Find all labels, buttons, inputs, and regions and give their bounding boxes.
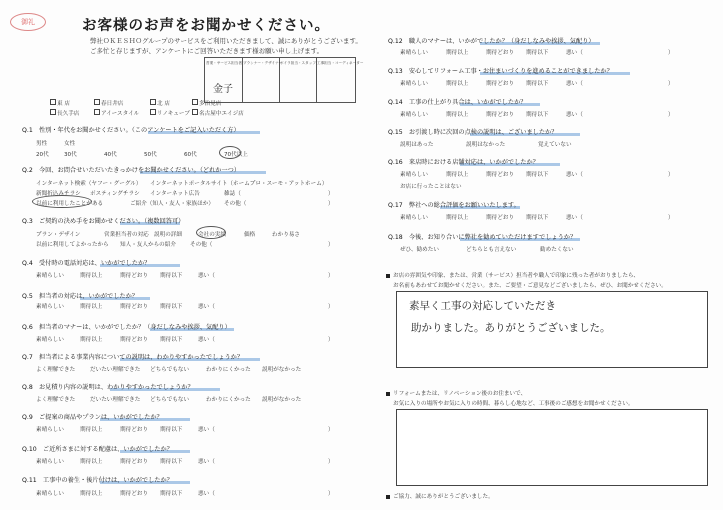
comment1-prompt-1: お店の雰囲気や印象、または、営業（サービス）担当者や職人で印象に残った者がおりましたら、 bbox=[386, 271, 639, 279]
q16-option-4[interactable]: 期待以下 bbox=[526, 172, 549, 178]
bullet-square-icon bbox=[386, 495, 390, 499]
selection-circle bbox=[32, 195, 92, 208]
q16-option-3[interactable]: 期待どおり bbox=[486, 172, 514, 178]
q12-option-5-close: ） bbox=[668, 50, 674, 56]
q3-option-other[interactable]: その他（ bbox=[190, 242, 213, 248]
page-title: お客様のお声をお聞かせください。 bbox=[82, 18, 330, 34]
q17-option-2[interactable]: 期待以上 bbox=[446, 215, 469, 221]
q4-option-4[interactable]: 期待以下 bbox=[160, 273, 183, 279]
q4-option-5-close: ） bbox=[328, 273, 334, 279]
q3-option-detail[interactable]: 説明の詳細 bbox=[154, 232, 182, 238]
checkbox-icon bbox=[150, 99, 156, 105]
store-option-2[interactable]: 春日井店 bbox=[94, 99, 123, 107]
q4-option-2[interactable]: 期待以上 bbox=[80, 273, 103, 279]
q8-option-3[interactable]: どちらでもない bbox=[150, 397, 190, 403]
q3-option-introduced[interactable]: 知人・友人からの紹介 bbox=[120, 242, 176, 248]
q8-option-1[interactable]: よく理解できた bbox=[36, 397, 76, 403]
q11-option-3[interactable]: 期待どおり bbox=[120, 491, 148, 497]
q9-label: Q.9 ご提案の商品やプランは、いかがでしたか？ bbox=[22, 414, 163, 421]
q2-option-used-before[interactable]: 以前に利用したことがある bbox=[36, 201, 104, 207]
q16-option-2[interactable]: 期待以上 bbox=[446, 172, 469, 178]
bullet-square-icon bbox=[386, 274, 390, 278]
q3-option-staff[interactable]: 営業担当者の対応 bbox=[104, 232, 149, 238]
q1-age-50s[interactable]: 50代 bbox=[144, 152, 157, 158]
q4-option-3[interactable]: 期待どおり bbox=[120, 273, 148, 279]
q10-option-5-close: ） bbox=[328, 459, 334, 465]
q15-option-1[interactable]: 説明はあった bbox=[400, 142, 434, 148]
q6-option-3[interactable]: 期待どおり bbox=[120, 337, 148, 343]
q2-option-other[interactable]: その他（ bbox=[224, 201, 247, 207]
staff-header-boiler: ボイラ担当・スタッフ bbox=[280, 61, 316, 65]
q18-label: Q.18 今後、お知り合いに弊社を勧めていただけますでしょうか？ bbox=[388, 234, 577, 241]
q4-label: Q.4 受付時の電話対応は、いかがでしたか？ bbox=[22, 260, 151, 267]
q16-option-5-close: ） bbox=[668, 172, 674, 178]
q1-gender-male[interactable]: 男性 bbox=[36, 141, 48, 147]
q16-label: Q.16 来店時における店舗対応は、いかがでしたか？ bbox=[388, 159, 539, 166]
q12-option-4[interactable]: 期待以下 bbox=[526, 50, 549, 56]
q1-age-40s[interactable]: 40代 bbox=[104, 152, 117, 158]
checkbox-icon bbox=[50, 99, 56, 105]
q8-label: Q.8 お見積り内容の説明は、わかりやすかったでしょうか？ bbox=[22, 384, 194, 391]
q6-label: Q.6 担当者のマナーは、いかがでしたか？（身だしなみや挨拶、気配り） bbox=[22, 324, 231, 331]
footer: ご協力、誠にありがとうございました。 bbox=[386, 492, 494, 500]
q10-option-3[interactable]: 期待どおり bbox=[120, 459, 148, 465]
checkbox-icon bbox=[192, 109, 198, 115]
q6-option-5-close: ） bbox=[328, 337, 334, 343]
q12-option-1[interactable]: 素晴らしい bbox=[400, 50, 428, 56]
q15-option-2[interactable]: 説明はなかった bbox=[466, 142, 506, 148]
q14-option-3[interactable]: 期待どおり bbox=[486, 112, 514, 118]
q4-option-1[interactable]: 素晴らしい bbox=[36, 273, 64, 279]
q2-option-magazine[interactable]: 雑誌（ bbox=[224, 191, 241, 197]
comment2-prompt-1: リフォームまたは、リノベーション後のお住まいで、 bbox=[386, 389, 526, 397]
staff-name-handwritten: 金子 bbox=[213, 84, 233, 95]
q11-option-4[interactable]: 期待以下 bbox=[160, 491, 183, 497]
q2-option-magazine-close: ） bbox=[328, 191, 334, 197]
checkbox-icon bbox=[94, 109, 100, 115]
q6-option-5[interactable]: 悪い（ bbox=[198, 337, 215, 343]
q9-option-1[interactable]: 素晴らしい bbox=[36, 427, 64, 433]
q13-label: Q.13 安心してリフォーム工事・お住まいづくりを進めることができましたか？ bbox=[388, 68, 613, 75]
q9-option-3[interactable]: 期待どおり bbox=[120, 427, 148, 433]
q9-option-2[interactable]: 期待以上 bbox=[80, 427, 103, 433]
q8-option-5[interactable]: 説明がなかった bbox=[262, 397, 302, 403]
q18-option-2[interactable]: どちらとも言えない bbox=[466, 247, 517, 253]
store-option-7[interactable]: リノキューブ bbox=[150, 109, 190, 117]
q1-age-30s[interactable]: 30代 bbox=[64, 152, 77, 158]
q3-option-other-close: ） bbox=[328, 242, 334, 248]
q6-option-2[interactable]: 期待以上 bbox=[80, 337, 103, 343]
comment1-box[interactable] bbox=[396, 291, 708, 368]
q4-option-5[interactable]: 悪い（ bbox=[198, 273, 215, 279]
staff-header-construction: 工事担当・コーディネーター bbox=[317, 61, 364, 65]
intro-line-2: ご多忙と存じますが、アンケートにご回答いただきます様お願い申し上げます。 bbox=[90, 47, 324, 55]
store-option-1[interactable]: 東 店 bbox=[50, 99, 70, 107]
q18-option-1[interactable]: ぜひ、勧めたい bbox=[400, 247, 439, 253]
q1-age-20s[interactable]: 20代 bbox=[36, 152, 49, 158]
q2-option-posting[interactable]: ポスティングチラシ bbox=[90, 191, 140, 197]
q8-option-2[interactable]: だいたい理解できた bbox=[90, 397, 141, 403]
q16-option-5[interactable]: 悪い（ bbox=[566, 172, 583, 178]
store-option-8[interactable]: 名古屋中エイジ店 bbox=[192, 109, 244, 117]
q17-option-5[interactable]: 悪い（ bbox=[566, 215, 583, 221]
checkbox-icon bbox=[94, 99, 100, 105]
q16-option-1[interactable]: 素晴らしい bbox=[400, 172, 428, 178]
q2-option-newspaper[interactable]: 新聞折込みチラシ bbox=[36, 191, 81, 197]
q17-label: Q.17 弊社への総合評価をお願いいたします。 bbox=[388, 202, 520, 209]
q3-option-price[interactable]: 価格 bbox=[244, 232, 256, 238]
q3-option-plan[interactable]: プラン・デザイン bbox=[36, 232, 81, 238]
q2-label: Q.2 今回、お問合せいただいたきっかけをお聞かせください。（どれか一つ） bbox=[22, 167, 241, 174]
q1-age-60s[interactable]: 60代 bbox=[184, 152, 197, 158]
q17-option-5-close: ） bbox=[668, 215, 674, 221]
q12-option-5[interactable]: 悪い（ bbox=[566, 50, 583, 56]
q10-option-2[interactable]: 期待以上 bbox=[80, 459, 103, 465]
comment2-prompt-2: お気に入りの場所やお気に入りの時間、暮らし心地など、工事後のご感想をお聞かせください。 bbox=[393, 401, 634, 407]
q2-option-search[interactable]: インターネット検索（ヤフー・グーグル） bbox=[36, 181, 142, 187]
comment1-handwriting-2: 助かりました。ありがとうございました。 bbox=[411, 322, 611, 334]
q5-option-5[interactable]: 悪い（ bbox=[198, 304, 215, 310]
q2-option-portal[interactable]: インターネットポータルサイト（ホームプロ・スーモ・アットホーム） bbox=[150, 181, 328, 187]
q16-option-extra[interactable]: お店に行ったことはない bbox=[400, 184, 462, 190]
q13-option-5[interactable]: 悪い（ bbox=[566, 81, 583, 87]
q17-option-1[interactable]: 素晴らしい bbox=[400, 215, 428, 221]
comment1-prompt-2: お名前もあわせてお聞かせください。また、ご要望・ご意見などございましたら、ぜひ、お聞かせください。 bbox=[393, 283, 667, 289]
q12-label: Q.12 職人のマナーは、いかがでしたか？（身だしなみや挨拶、気配り） bbox=[388, 38, 595, 45]
q3-option-previous[interactable]: 以前に利用してよかったから bbox=[36, 242, 109, 248]
q8-option-4[interactable]: わかりにくかった bbox=[206, 397, 251, 403]
q10-option-5[interactable]: 悪い（ bbox=[198, 459, 215, 465]
q12-option-3[interactable]: 期待どおり bbox=[486, 50, 514, 56]
q3-option-clarity[interactable]: わかり易さ bbox=[272, 232, 300, 238]
q15-option-3[interactable]: 覚えていない bbox=[538, 142, 572, 148]
q13-option-1[interactable]: 素晴らしい bbox=[400, 81, 428, 87]
q17-option-3[interactable]: 期待どおり bbox=[486, 215, 514, 221]
checkbox-icon bbox=[150, 109, 156, 115]
q5-option-2[interactable]: 期待以上 bbox=[80, 304, 103, 310]
q1-gender-female[interactable]: 女性 bbox=[64, 141, 76, 147]
q10-option-4[interactable]: 期待以下 bbox=[160, 459, 183, 465]
store-option-4[interactable]: 多治見店 bbox=[192, 99, 221, 107]
q15-label: Q.15 お引渡し時に次回の点検の説明は、ございましたか？ bbox=[388, 129, 558, 136]
q2-option-referral[interactable]: ご紹介（知人・友人・家族ほか） bbox=[130, 201, 214, 207]
store-option-6[interactable]: アイースタイル bbox=[94, 109, 139, 117]
intro-line-1: 弊社ＯＫＥＳＨＯグループのサービスをご利用いただきまして、誠にありがとうございます。 bbox=[90, 37, 362, 45]
q5-option-4[interactable]: 期待以下 bbox=[160, 304, 183, 310]
q14-option-1[interactable]: 素晴らしい bbox=[400, 112, 428, 118]
selection-circle bbox=[196, 226, 226, 239]
q11-option-5-close: ） bbox=[328, 491, 334, 497]
checkbox-icon bbox=[50, 109, 56, 115]
q7-label: Q.7 担当者による事業内容についての説明は、わかりやすかったでしょうか？ bbox=[22, 354, 244, 361]
q11-option-5[interactable]: 悪い（ bbox=[198, 491, 215, 497]
q14-option-5-close: ） bbox=[668, 112, 674, 118]
store-option-5[interactable]: 長久手店 bbox=[50, 109, 79, 117]
q17-option-4[interactable]: 期待以下 bbox=[526, 215, 549, 221]
q3-label: Q.3 ご契約の決め手をお聞かせください。（複数回答可） bbox=[22, 218, 185, 225]
q2-option-other-close: ） bbox=[328, 201, 334, 207]
comment2-box[interactable] bbox=[396, 409, 708, 486]
q13-option-4[interactable]: 期待以下 bbox=[526, 81, 549, 87]
q7-option-1[interactable]: よく理解できた bbox=[36, 367, 76, 373]
bullet-square-icon bbox=[386, 392, 390, 396]
selection-circle bbox=[219, 146, 241, 159]
q14-option-2[interactable]: 期待以上 bbox=[446, 112, 469, 118]
q14-option-5[interactable]: 悪い（ bbox=[566, 112, 583, 118]
q13-option-2[interactable]: 期待以上 bbox=[446, 81, 469, 87]
q18-option-3[interactable]: 勧めたくない bbox=[540, 247, 574, 253]
q12-option-2[interactable]: 期待以上 bbox=[446, 50, 469, 56]
q7-option-4[interactable]: わかりにくかった bbox=[206, 367, 251, 373]
q9-option-5-close: ） bbox=[328, 427, 334, 433]
q5-label: Q.5 担当者の対応は、いかがでしたか？ bbox=[22, 293, 138, 300]
q11-option-1[interactable]: 素晴らしい bbox=[36, 491, 64, 497]
q1-label: Q.1 性別・年代をお聞かせください。（このアンケートをご記入いただく方） bbox=[22, 127, 240, 134]
q7-option-5[interactable]: 説明がなかった bbox=[262, 367, 302, 373]
checkbox-icon bbox=[192, 99, 198, 105]
q9-option-4[interactable]: 期待以下 bbox=[160, 427, 183, 433]
q7-option-2[interactable]: だいたい理解できた bbox=[90, 367, 141, 373]
q9-option-5[interactable]: 悪い（ bbox=[198, 427, 215, 433]
q2-option-web-ad[interactable]: インターネット広告 bbox=[150, 191, 200, 197]
stamp: 御礼 bbox=[10, 13, 46, 31]
q1-age-70s[interactable]: 70代以上 bbox=[224, 152, 248, 158]
q11-label: Q.11 工事中の養生・後片付けは、いかがでしたか？ bbox=[22, 477, 173, 484]
q7-option-3[interactable]: どちらでもない bbox=[150, 367, 190, 373]
staff-header-planner: プランナー・デザイナー bbox=[243, 61, 283, 65]
q10-option-1[interactable]: 素晴らしい bbox=[36, 459, 64, 465]
staff-table bbox=[204, 57, 364, 103]
q10-label: Q.10 ご近所さまに対する配慮は、いかがでしたか？ bbox=[22, 446, 173, 453]
q5-option-5-close: ） bbox=[328, 304, 334, 310]
store-option-3[interactable]: 北 店 bbox=[150, 99, 170, 107]
staff-header-sales: 営業・サービス担当者 bbox=[206, 61, 242, 65]
q14-option-4[interactable]: 期待以下 bbox=[526, 112, 549, 118]
q11-option-2[interactable]: 期待以上 bbox=[80, 491, 103, 497]
q5-option-1[interactable]: 素晴らしい bbox=[36, 304, 64, 310]
q14-label: Q.14 工事の仕上がり具合は、いかがでしたか？ bbox=[388, 99, 527, 106]
q6-option-1[interactable]: 素晴らしい bbox=[36, 337, 64, 343]
q5-option-3[interactable]: 期待どおり bbox=[120, 304, 148, 310]
q13-option-3[interactable]: 期待どおり bbox=[486, 81, 514, 87]
q3-option-record[interactable]: 会社の実績 bbox=[198, 232, 226, 238]
q6-option-4[interactable]: 期待以下 bbox=[160, 337, 183, 343]
comment1-handwriting-1: 素早く工事の対応していただき bbox=[409, 300, 556, 312]
q13-option-5-close: ） bbox=[668, 81, 674, 87]
